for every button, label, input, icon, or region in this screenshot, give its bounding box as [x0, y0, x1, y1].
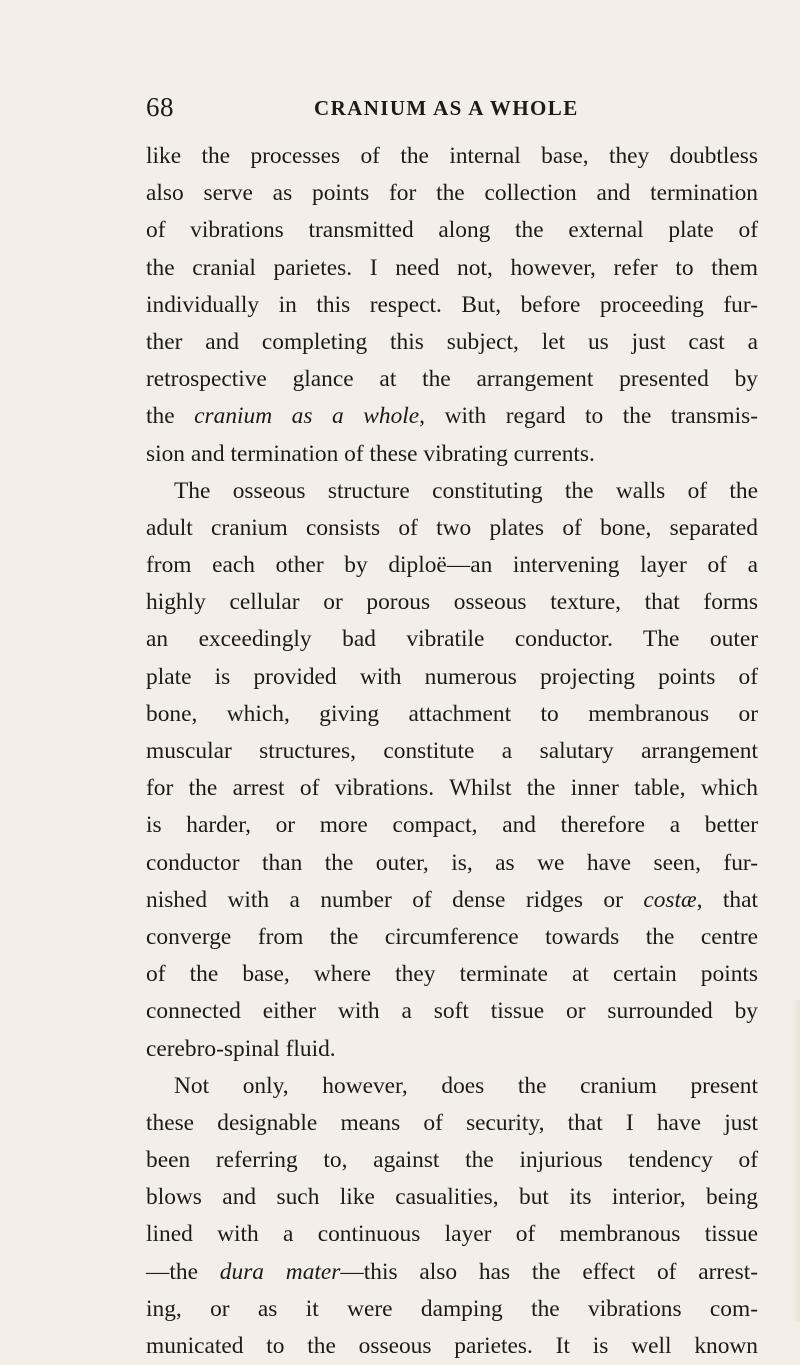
- text-segment: , with regard to the transmis-: [419, 403, 758, 430]
- italic-term: dura mater: [219, 1258, 341, 1285]
- text-line: The osseous structure constituting the walls of the: [174, 477, 758, 504]
- text-line: for the arrest of vibrations. Whilst the inner table, which: [146, 775, 758, 802]
- text-line: also serve as points for the collection and termination: [146, 180, 758, 207]
- text-line: ing, or as it were damping the vibrations com-: [146, 1295, 758, 1322]
- text-segment: —the: [146, 1258, 220, 1285]
- text-line: plate is provided with numerous projecting points of: [146, 663, 758, 690]
- text-line: adult cranium consists of two plates of bone, separated: [146, 514, 758, 541]
- text-line: Not only, however, does the cranium present: [174, 1072, 758, 1099]
- italic-term: cranium as a whole: [194, 403, 420, 430]
- text-line: from each other by diploë—an intervening layer of a: [146, 552, 758, 579]
- text-line: lined with a continuous layer of membranous tissue: [146, 1221, 758, 1248]
- text-line: highly cellular or porous osseous texture, that forms: [146, 589, 758, 616]
- running-title: CRANIUM AS A WHOLE: [314, 96, 579, 120]
- page-number: 68: [146, 92, 174, 122]
- text-line: individually in this respect. But, before proceeding fur-: [146, 291, 758, 318]
- text-line: cerebro-spinal fluid.: [146, 1035, 336, 1062]
- text-line: the cranial parietes. I need not, however, refer to them: [146, 254, 758, 281]
- text-line: like the processes of the internal base, they doubtless: [146, 143, 758, 169]
- text-line: muscular structures, constitute a salutary arrangement: [146, 738, 758, 764]
- text-line: conductor than the outer, is, as we have seen, fur-: [146, 849, 758, 876]
- text-line: [146, 882, 758, 919]
- text-line: [146, 1254, 758, 1291]
- text-line: retrospective glance at the arrangement presented by: [146, 366, 758, 393]
- text-line: converge from the circumference towards the centre: [146, 923, 758, 950]
- text-segment: , that: [696, 886, 758, 913]
- text-line: of the base, where they terminate at certain points: [146, 961, 758, 988]
- italic-term: costæ: [643, 886, 697, 913]
- text-line: an exceedingly bad vibratile conductor. The outer: [146, 626, 758, 653]
- page-edge-shadow: [792, 1000, 800, 1322]
- text-segment: nished with a number of dense ridges or: [146, 886, 644, 913]
- text-line: municated to the osseous parietes. It is well known: [146, 1333, 758, 1359]
- text-line: bone, which, giving attachment to membranous or: [146, 700, 758, 727]
- body-text: [146, 138, 758, 1365]
- text-line: connected either with a soft tissue or surrounded by: [146, 998, 758, 1025]
- page-header: [146, 92, 758, 126]
- text-segment: —this also has the effect of arrest-: [340, 1258, 758, 1285]
- text-line: ther and completing this subject, let us just cast a: [146, 328, 758, 355]
- text-line: these designable means of security, that I have just: [146, 1109, 758, 1136]
- text-segment: the: [146, 403, 195, 430]
- text-line: [146, 398, 758, 435]
- text-line: sion and termination of these vibrating currents.: [146, 440, 595, 467]
- text-line: blows and such like casualities, but its interior, being: [146, 1184, 758, 1211]
- text-line: been referring to, against the injurious tendency of: [146, 1147, 758, 1174]
- text-line: of vibrations transmitted along the external plate of: [146, 217, 758, 244]
- text-line: is harder, or more compact, and therefore a better: [146, 812, 758, 839]
